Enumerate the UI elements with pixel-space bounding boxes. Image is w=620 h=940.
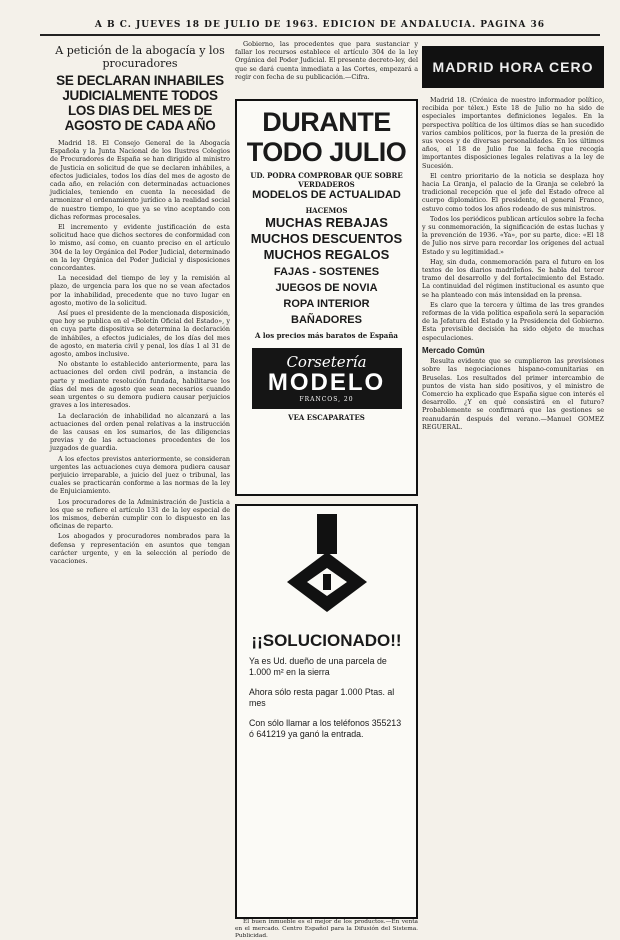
footer-note: El buen inmueble es el mejor de los productos.—En venta en el mercado. Centro Español para la Difusión del Sistema. Publicidad. xyxy=(235,919,418,940)
paragraph: Los procuradores de la Administración de Justicia a los que se refiere el artículo 131 de la ley especial de los mismos, deberán cumplir con lo dispuesto en las oficinas de reparto. xyxy=(50,497,230,531)
ad2-text-2: Ahora sólo resta pagar 1.000 Ptas. al mes xyxy=(249,687,395,709)
ad-headline-1: DURANTE xyxy=(262,107,391,138)
parcel-emblem-icon xyxy=(267,512,387,622)
section-masthead: MADRID HORA CERO xyxy=(422,46,604,88)
ad-prices: A los precios más baratos de España xyxy=(255,331,398,341)
ad-product-item: JUEGOS DE NOVIA xyxy=(275,282,378,295)
ad2-text-3: Con sólo llamar a los teléfonos 355213 ó 641219 ya ganó la entrada. xyxy=(249,718,402,740)
ad-product-item: ROPA INTERIOR xyxy=(283,298,370,311)
left-column xyxy=(50,40,230,820)
paragraph: La necesidad del tiempo de ley y la remisión al plazo, de urgencia para los que no se vean afectados por la inhabilidad, precedente que no tuvo lugar en agosto, motivo de la solicitud. xyxy=(50,274,230,307)
ad-list-item: MUCHOS DESCUENTOS xyxy=(250,231,403,247)
logo-address: FRANCOS, 20 xyxy=(299,396,354,404)
ad-subline: UD. PODRA COMPROBAR QUE SOBRE VERDADEROS xyxy=(250,171,403,190)
middle-column xyxy=(235,40,418,940)
paragraph: El centro prioritario de la noticia se desplaza hoy hacia La Granja, el palacio de la Granja se celebró la tradicional recepción que el jefe del Estado ofrece al cuerpo diplomático. El presidente, el general Franco, estuvo como todos los años rodeado de sus ministros. xyxy=(422,171,604,213)
ad-list-item: MUCHAS REBAJAS xyxy=(265,215,388,231)
logo-main: MODELO xyxy=(267,369,386,397)
paragraph: A los efectos previstos anteriormente, se consideran urgentes las actuaciones cuya demora pudiera causar perjuicio irreparable, a juicio del juez o tribunal, las cuales se practicarán conforme a las normas de la ley de Enjuiciamiento. xyxy=(50,454,230,496)
ad-lead: HACEMOS xyxy=(305,206,348,216)
paragraph: Todos los periódicos publican artículos sobre la fecha y su conmemoración, la significación de estas luchas y la prevención de 1936. «Ya», por su parte, dice: «El 18 de Julio nos sirve para recordar los orígenes del actual Estado y su legitimidad.» xyxy=(422,214,604,256)
modelo-logo xyxy=(252,348,402,409)
paragraph: Madrid 18. (Crónica de nuestro informador político, recibida por télex.) Este 18 de Julio no ha sido de especiales importantes definiciones legales. En la perspectiva política de los últimos días se han sucedido varios cambios políticos, por la fuerza de la presión de sus voces y de diversas personalidades. En los últimos años, el 18 de Julio fue la fecha que recogía importantes disposiciones legales relativas a la ley de Sucesión. xyxy=(422,96,604,170)
paragraph: Así pues el presidente de la mencionada disposición, que hoy se publica en el «Boletín Oficial del Estado», y en cuya parte dispositiva se determina la declaración de inhábiles, a efectos judiciales, de los días del mes de agosto, en materia civil y penal, los días 1 al 31 de agosto, ambos inclusive. xyxy=(50,309,230,359)
ad-modelos: MODELOS DE ACTUALIDAD xyxy=(252,189,401,202)
logo-script: Corsetería xyxy=(286,353,367,372)
ad-product-item: BAÑADORES xyxy=(291,314,362,327)
paragraph: No obstante lo establecido anteriormente, para las actuaciones del orden civil podrán, a instancia de parte y mediante resolución fundada, habilitarse los días del mes de agosto que sean necesarios cuando sean urgentes o su demora pudiera causar perjuicios graves a los interesados. xyxy=(50,360,230,410)
ad-footer: VEA ESCAPARATES xyxy=(288,413,365,423)
paragraph: Los abogados y procuradores nombrados para la defensa y representación en asuntos que tengan carácter urgente, y en la selección al período de vacaciones. xyxy=(50,532,230,565)
section-heading: Mercado Común xyxy=(422,345,485,355)
ad-product-item: FAJAS - SOSTENES xyxy=(273,266,380,279)
ad-headline-2: TODO JULIO xyxy=(246,137,407,168)
paragraph: Resulta evidente que se cumplieron las previsiones sobre las negociaciones hispano-comunitarias en Bruselas. Los resultados del primer intercambio de puntos de vista han sido positivos, y el ministro de Comercio ha explicado que España sigue con interés el desarrollo. ¿Y en qué consistirá en el futuro? Probablemente se confirmará que las gestiones se reanudarán después del verano.—Manuel GOMEZ REGUERAL. xyxy=(422,357,604,431)
ad2-headline: ¡¡SOLUCIONADO!! xyxy=(251,631,402,651)
paragraph: El incremento y evidente justificación de esta solicitud hace que dichos sectores de conformidad con lo mismo, así como, en cuanto preciso en el artículo 304 de la ley Orgánica del Poder Judicial, determinado en la ley Orgánica del Poder Judicial y disposiciones concordantes. xyxy=(50,223,230,273)
corseteria-advertisement xyxy=(235,99,418,496)
parcel-advertisement xyxy=(235,504,418,919)
article-kicker: A petición de la abogacía y los procuradores xyxy=(55,44,225,70)
page-header: A B C. JUEVES 18 DE JULIO DE 1963. EDICION DE ANDALUCIA. PAGINA 36 xyxy=(40,20,600,36)
right-column xyxy=(422,40,604,820)
paragraph: Hay, sin duda, conmemoración para el futuro en los textos de los diarios madrileños. Se habla del tercer tramo del desarrollo y del fortalecimiento del Estado. La continuidad del régimen institucional es asunto que se ha planteado con más intensidad en la prensa. xyxy=(422,257,604,299)
ad-list-item: MUCHOS REGALOS xyxy=(263,247,390,263)
paragraph: Gobierno, las procedentes que para sustanciar y fallar los recursos establece el artículo 304 de la ley Orgánica del Poder Judicial. El presente decreto-ley, del que se dará cuenta inmediata a las Cortes, empezará a regir con fecha de su publicación.—Cifra. xyxy=(235,40,418,81)
article-headline: SE DECLARAN INHABILES JUDICIALMENTE TODOS LOS DIAS DEL MES DE AGOSTO DE CADA AÑO xyxy=(56,73,224,133)
paragraph: Madrid 18. El Consejo General de la Abogacía Española y la Junta Nacional de los Ilustres Colegios de Procuradores de España se han dirigido al ministro de Justicia en solicitud de que se declaren inhábiles, a efectos judiciales, todos los días del mes de agosto de cada año, en relación con determinadas actuaciones judiciales, teniendo en cuenta la necesidad de armonizar el ordenamiento jurídico a la realidad social de nuestro tiempo, lo que ya se vino aceptando con dichas reformas procesales. xyxy=(50,139,230,221)
paragraph: La declaración de inhabilidad no alcanzará a las actuaciones del orden penal relativas a la instrucción de las causas en los sumarios, de las diligencias previas y de las actuaciones procedentes de los juzgados de guardia. xyxy=(50,411,230,453)
paragraph: Es claro que la tercera y última de las tres grandes reformas de la vida política española será la separación de la Jefatura del Estado y la Presidencia del Gobierno. Esta previsible decisión ha sido objeto de muchas especulaciones. xyxy=(422,300,604,342)
ad2-text-1: Ya es Ud. dueño de una parcela de 1.000 m² en la sierra xyxy=(249,656,387,678)
